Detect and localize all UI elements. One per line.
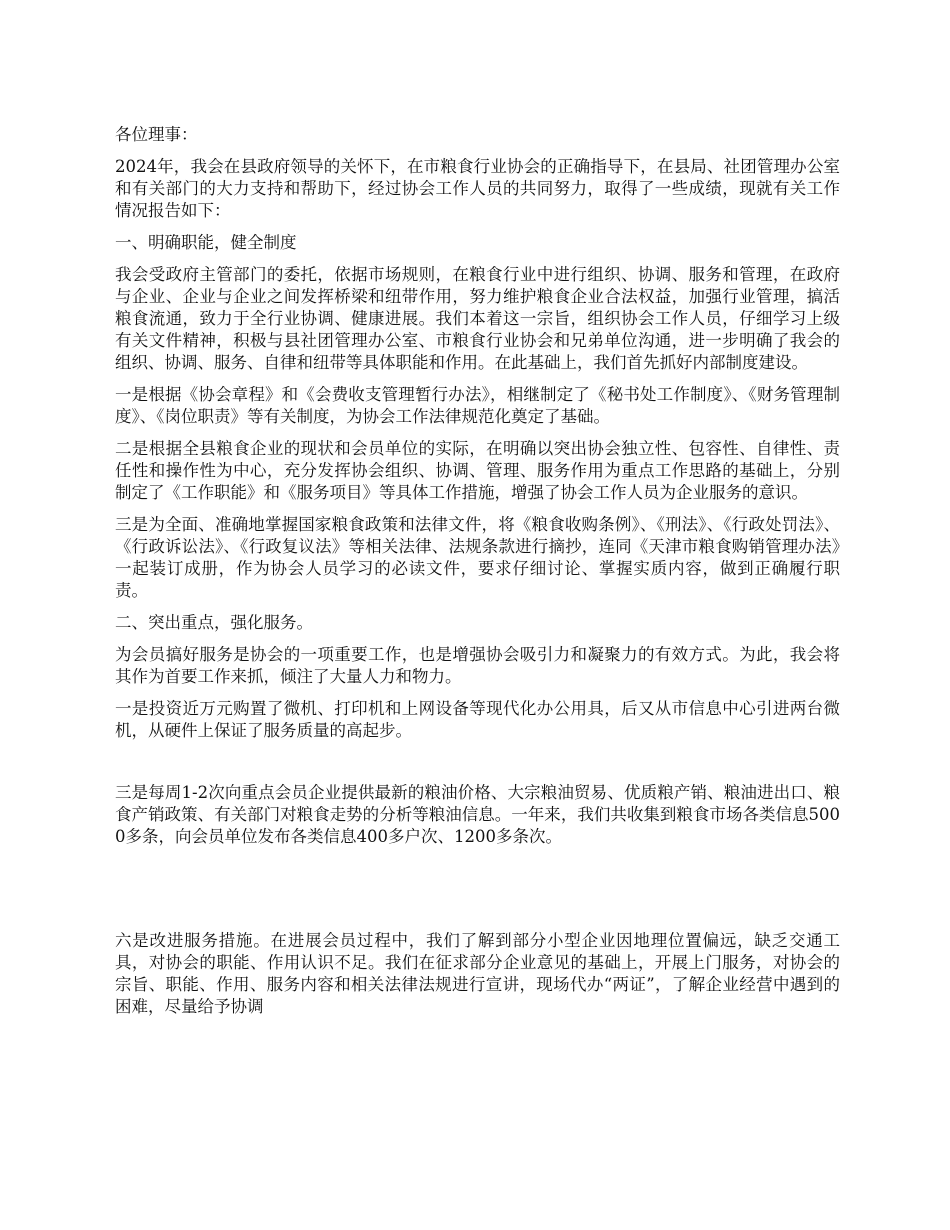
section-1-item-3: 三是为全面、准确地掌握国家粮食政策和法律文件，将《粮食收购条例》、《刑法》、《行政处罚法》、《行政诉讼法》、《行政复议法》等相关法律、法规条款进行摘抄，连同《天津市粮食购销管理办法》一起装订成册，作为协会人员学习的必读文件，要求仔细讨论、掌握实质内容，做到正确履行职责。 [115,515,840,600]
document-page [115,124,840,1028]
intro-paragraph: 2024年，我会在县政府领导的关怀下，在市粮食行业协会的正确指导下，在县局、社团管理办公室和有关部门的大力支持和帮助下，经过协会工作人员的共同努力，取得了一些成绩，现就有关工作情况报告如下： [115,157,840,220]
section-2-heading: 二、突出重点，强化服务。 [115,613,313,632]
section-1-heading: 一、明确职能，健全制度 [115,233,297,252]
section-1-item-2: 二是根据全县粮食企业的现状和会员单位的实际，在明确以突出协会独立性、包容性、自律性、责任性和操作性为中心，充分发挥协会组织、协调、管理、服务作用为重点工作思路的基础上，分别制定了《工作职能》和《服务项目》等具体工作措施，增强了协会工作人员为企业服务的意识。 [115,439,840,502]
section-1-item-1: 一是根据《协会章程》和《会费收支管理暂行办法》，相继制定了《秘书处工作制度》、《财务管理制度》、《岗位职责》等有关制度，为协会工作法律规范化奠定了基础。 [115,385,840,426]
salutation: 各位理事： [115,125,198,144]
blank-gap [115,858,840,930]
section-2-item-3: 三是每周1-2次向重点会员企业提供最新的粮油价格、大宗粮油贸易、优质粮产销、粮油进出口、粮食产销政策、有关部门对粮食走势的分析等粮油信息。一年来，我们共收集到粮食市场各类信息5000多条，向会员单位发布各类信息400多户次、1200多条次。 [115,783,840,846]
blank-gap [115,752,840,782]
section-2-item-6: 六是改进服务措施。在进展会员过程中，我们了解到部分小型企业因地理位置偏远，缺乏交通工具，对协会的职能、作用认识不足。我们在征求部分企业意见的基础上，开展上门服务，对协会的宗旨、职能、作用、服务内容和相关法律法规进行宣讲，现场代办“两证”，了解企业经营中遇到的困难，尽量给予协调 [115,931,840,1016]
section-2-body: 为会员搞好服务是协会的一项重要工作，也是增强协会吸引力和凝聚力的有效方式。为此，我会将其作为首要工作来抓，倾注了大量人力和物力。 [115,645,840,686]
section-1-body: 我会受政府主管部门的委托，依据市场规则，在粮食行业中进行组织、协调、服务和管理，在政府与企业、企业与企业之间发挥桥梁和纽带作用，努力维护粮食企业合法权益，加强行业管理，搞活粮食流通，致力于全行业协调、健康进展。我们本着这一宗旨，组织协会工作人员，仔细学习上级有关文件精神，积极与县社团管理办公室、市粮食行业协会和兄弟单位沟通，进一步明确了我会的组织、协调、服务、自律和纽带等具体职能和作用。在此基础上，我们首先抓好内部制度建设。 [115,265,840,372]
section-2-item-1: 一是投资近万元购置了微机、打印机和上网设备等现代化办公用具，后又从市信息中心引进两台微机，从硬件上保证了服务质量的高起步。 [115,699,840,740]
